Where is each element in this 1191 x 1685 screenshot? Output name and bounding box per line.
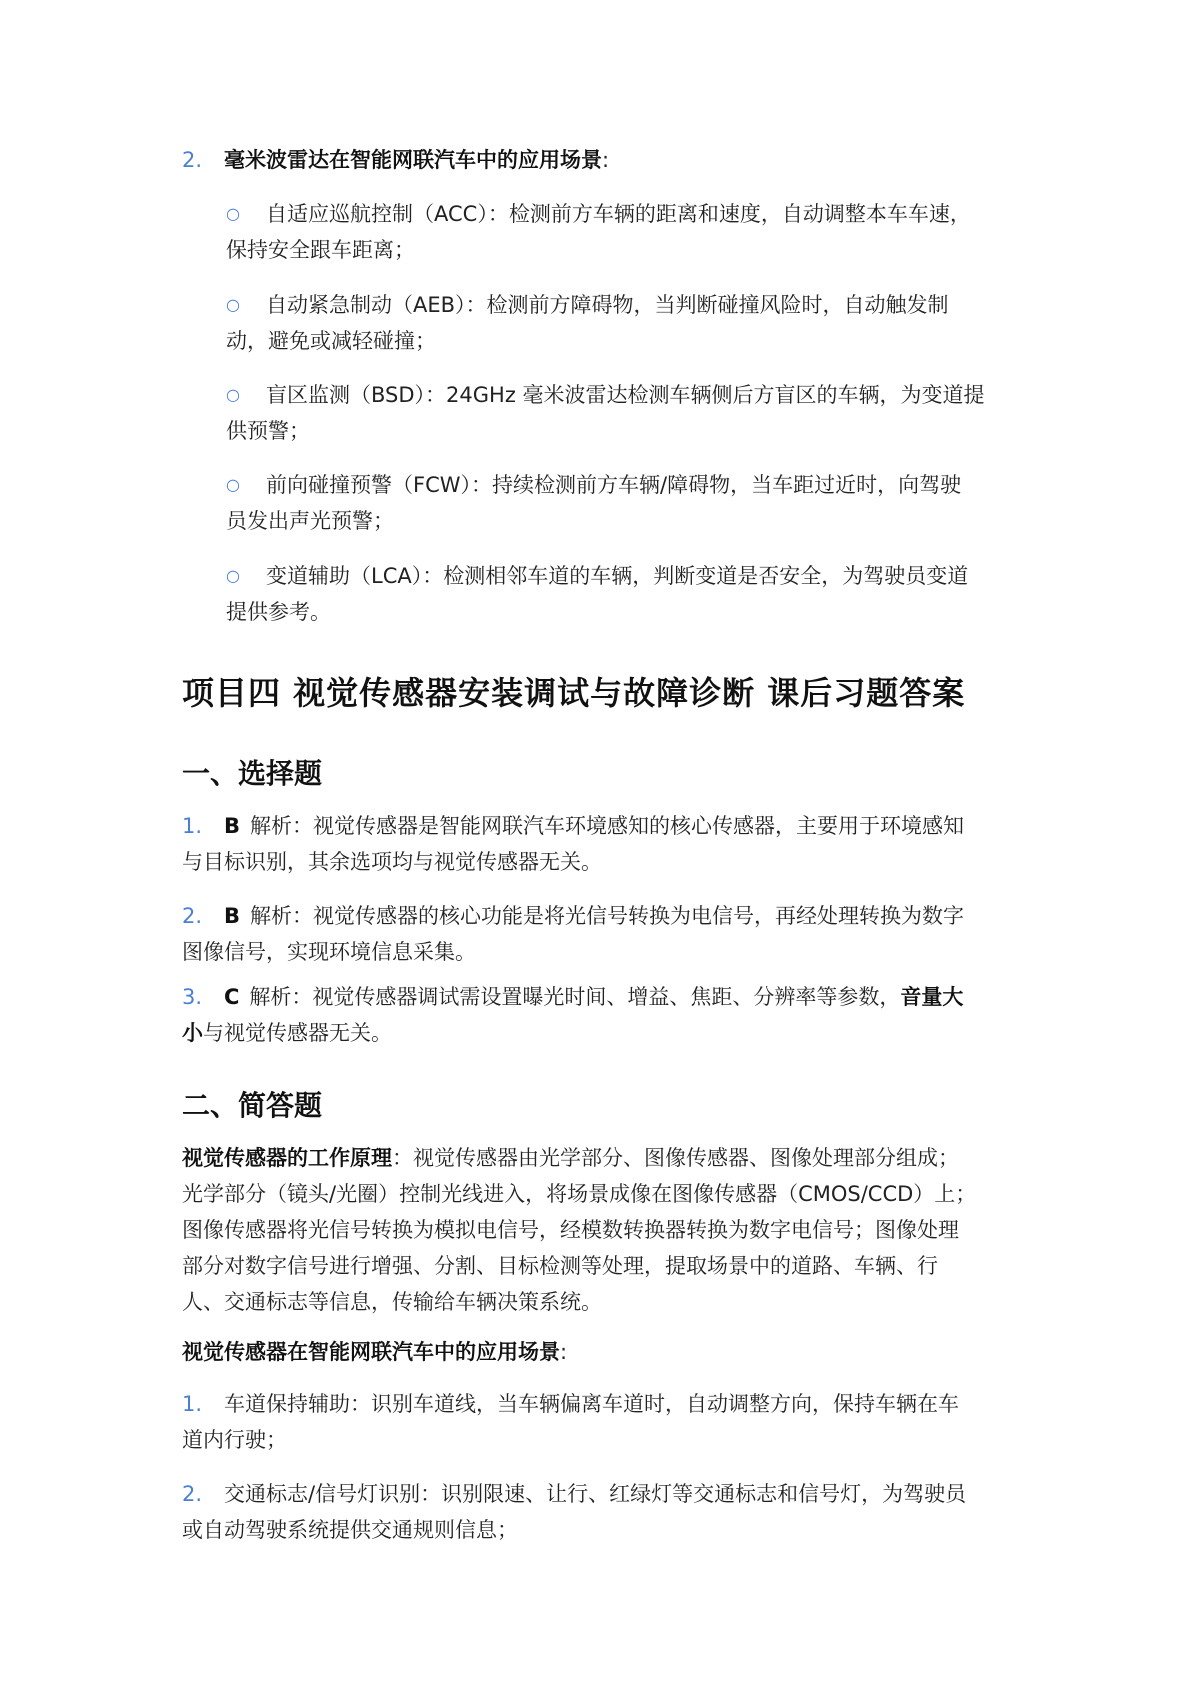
radar-item-title: 毫米波雷达在智能网联汽车中的应用场景 xyxy=(224,148,602,172)
radar-bullet: ○ 盲区监测（BSD）：24GHz 毫米波雷达检测车辆侧后方盲区的车辆，为变道提 供预警； xyxy=(226,377,985,449)
section-heading-choice: 一、选择题 xyxy=(182,757,323,790)
project-title: 项目四 视觉传感器安装调试与故障诊断 课后习题答案 xyxy=(182,674,966,712)
answer-item: 2. B 解析：视觉传感器的核心功能是将光信号转换为电信号，再经处理转换为数字 图像信号，实现环境信息采集。 xyxy=(182,898,964,970)
list-number: 2. xyxy=(182,1482,203,1506)
list-number: 1. xyxy=(182,814,203,838)
answer-item: 1. B 解析：视觉传感器是智能网联汽车环境感知的核心传感器，主要用于环境感知 与目标识别，其余选项均与视觉传感器无关。 xyxy=(182,808,964,880)
bullet-circle-icon: ○ xyxy=(226,204,240,223)
radar-bullet: ○ 变道辅助（LCA）：检测相邻车道的车辆，判断变道是否安全，为驾驶员变道 提供参考。 xyxy=(226,558,968,630)
radar-bullet: ○ 自适应巡航控制（ACC）：检测前方车辆的距离和速度，自动调整本车车速， 保持安全跟车距离； xyxy=(226,196,971,268)
bullet-circle-icon: ○ xyxy=(226,385,240,404)
principle-title: 视觉传感器的工作原理 xyxy=(182,1146,392,1170)
bullet-circle-icon: ○ xyxy=(226,566,240,585)
list-number: 3. xyxy=(182,985,203,1009)
section-heading-short-answer: 二、简答题 xyxy=(182,1089,323,1122)
answer-item: 3. C 解析：视觉传感器调试需设置曝光时间、增益、焦距、分辨率等参数，音量大 小与视觉传感器无关。 xyxy=(182,979,963,1051)
list-number: 1. xyxy=(182,1392,203,1416)
application-item: 1. 车道保持辅助：识别车道线，当车辆偏离车道时，自动调整方向，保持车辆在车 道内行驶； xyxy=(182,1386,959,1458)
radar-bullet: ○ 前向碰撞预警（FCW）：持续检测前方车辆/障碍物，当车距过近时，向驾驶 员发出声光预警； xyxy=(226,467,961,539)
principle-paragraph: 视觉传感器的工作原理：视觉传感器由光学部分、图像传感器、图像处理部分组成； 光学部分（镜头/光圈）控制光线进入，将场景成像在图像传感器（CMOS/CCD）上； 图像传感器将光信号转换为模拟电信号，经模数转换器转换为数字电信号；图像处理 部分对数字信号进行增强、分割、目标检测等处理，提取场景中的道路、车辆、行 人、交通标志等信息，传输给车辆决策系统。 xyxy=(182,1146,977,1314)
bullet-circle-icon: ○ xyxy=(226,295,240,314)
application-item: 2. 交通标志/信号灯识别：识别限速、让行、红绿灯等交通标志和信号灯，为驾驶员 或自动驾驶系统提供交通规则信息； xyxy=(182,1476,966,1548)
answer-letter: B xyxy=(224,814,241,838)
answer-letter: C xyxy=(224,985,240,1009)
list-number: 2. xyxy=(182,904,203,928)
bullet-circle-icon: ○ xyxy=(226,475,240,494)
radar-bullet: ○ 自动紧急制动（AEB）：检测前方障碍物，当判断碰撞风险时，自动触发制 动，避免或减轻碰撞； xyxy=(226,287,949,359)
application-heading: 视觉传感器在智能网联汽车中的应用场景: xyxy=(182,1340,568,1364)
answer-letter: B xyxy=(224,904,241,928)
list-number: 2. xyxy=(182,148,203,172)
radar-item-heading: 2. 毫米波雷达在智能网联汽车中的应用场景: xyxy=(182,142,609,178)
